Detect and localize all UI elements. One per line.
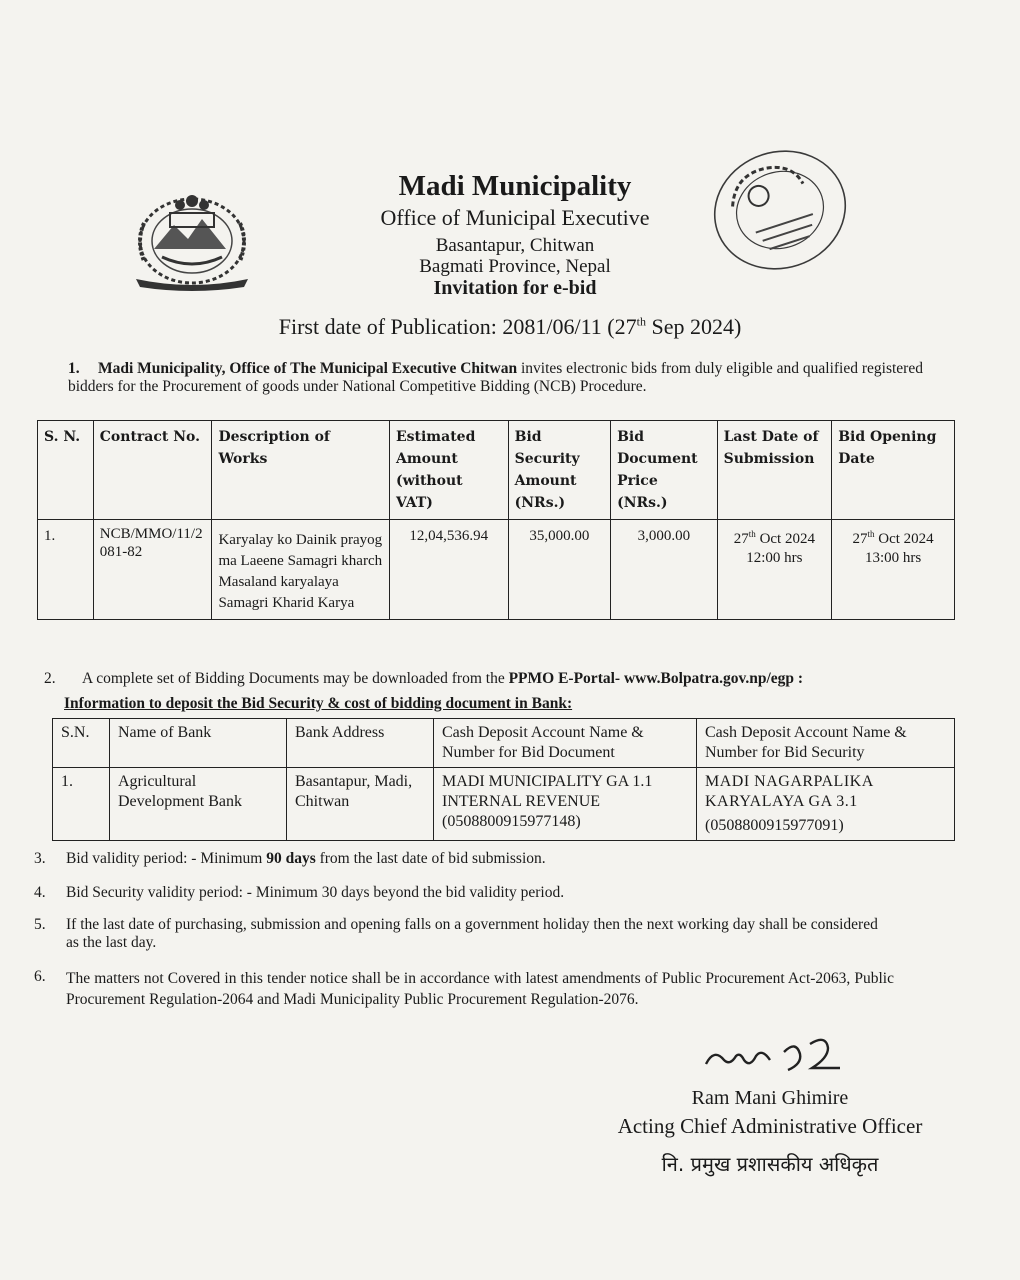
header-cell: Last Date of Submission — [717, 421, 832, 520]
header-cell: Bid Document Price (NRs.) — [611, 421, 718, 520]
last-date-sup: th — [748, 529, 756, 539]
opening-date-time: 13:00 hrs — [864, 550, 922, 566]
last-date-time: 12:00 hrs — [746, 550, 803, 566]
clause-6-text: The matters not Covered in this tender notice shall be in accordance with latest amendments of Public Procurement Act-2063, Public Procurement Regulation-2064 and Madi Municipality Public Procurement Regulation-2076. — [66, 970, 894, 1008]
header-cell: S. N. — [38, 421, 94, 520]
clause-number: 5. — [34, 916, 46, 933]
bid-details-table — [37, 420, 955, 620]
clause-1 — [68, 360, 948, 396]
signatory-block — [600, 1084, 940, 1178]
signatory-name: Ram Mani Ghimire — [691, 1087, 849, 1109]
header-cell: Estimated Amount (without VAT) — [389, 421, 508, 520]
clause-5-text: If the last date of purchasing, submission and opening falls on a government holiday then the next working day shall be considered as the last day. — [66, 916, 878, 951]
publication-date — [0, 314, 1020, 340]
clause-number: 6. — [34, 968, 46, 985]
clause-number: 1. — [68, 360, 80, 377]
header-cell: Cash Deposit Account Name & Number for Bid Security — [697, 719, 955, 768]
clause-2-text: A complete set of Bidding Documents may be downloaded from the — [82, 670, 509, 687]
table-header-row — [53, 719, 955, 768]
opening-date-rest: Oct 2024 — [874, 531, 934, 547]
clause-3-rest: from the last date of bid submission. — [315, 850, 546, 867]
nepal-emblem-logo — [122, 183, 262, 293]
cell-contract-no: NCB/MMO/11/2081-82 — [93, 520, 212, 620]
cell-document-price: 3,000.00 — [611, 520, 718, 620]
last-date-rest: Oct 2024 — [755, 531, 815, 547]
bank-deposit-table — [52, 718, 955, 841]
security-account-name: MADI NAGARPALIKA KARYALAYA GA 3.1 — [705, 773, 873, 810]
opening-date-sup: th — [867, 529, 875, 539]
header-cell: Bid Opening Date — [832, 421, 955, 520]
header-cell: Contract No. — [93, 421, 212, 520]
address-line-1: Basantapur, Chitwan — [435, 235, 595, 256]
portal-link-text: PPMO E-Portal- www.Bolpatra.gov.np/egp : — [508, 670, 804, 687]
header-cell: Cash Deposit Account Name & Number for Bid Document — [434, 719, 697, 768]
last-date-day: 27 — [733, 531, 749, 547]
clause-1-bold: Madi Municipality, Office of The Municipal Executive Chitwan — [98, 360, 518, 377]
opening-date-day: 27 — [852, 531, 868, 547]
clause-4 — [34, 884, 934, 902]
handwritten-signature — [700, 1030, 850, 1085]
publication-date-text: First date of Publication: 2081/06/11 (27 — [278, 314, 637, 339]
cell-estimated-amount: 12,04,536.94 — [389, 520, 508, 620]
table-row — [53, 768, 955, 841]
cell-opening-date — [832, 520, 955, 620]
clause-3 — [34, 850, 934, 868]
clause-3-text: Bid validity period: - Minimum — [66, 850, 267, 867]
clause-2 — [44, 670, 964, 688]
publication-date-sup: th — [636, 314, 646, 329]
cell-last-date — [717, 520, 832, 620]
header-cell: Description of Works — [212, 421, 390, 520]
header-cell: Bank Address — [287, 719, 434, 768]
cell-doc-account: MADI MUNICIPALITY GA 1.1 INTERNAL REVENUE (0508800915977148) — [434, 768, 697, 841]
header-block — [300, 170, 730, 299]
clause-4-text: Bid Security validity period: - Minimum 30 days beyond the bid validity period. — [66, 884, 565, 901]
clause-3-bold: 90 days — [266, 850, 316, 867]
cell-sn: 1. — [38, 520, 94, 620]
cell-bid-security: 35,000.00 — [508, 520, 610, 620]
header-cell: Bid Security Amount (NRs.) — [508, 421, 610, 520]
signatory-title: Acting Chief Administrative Officer — [617, 1114, 923, 1138]
clause-1-text: invites electronic bids from duly eligible and qualified registered bidders for the Procurement of goods under National Competitive Bidding (NCB) Procedure. — [68, 360, 923, 395]
publication-date-suffix: Sep 2024) — [645, 314, 742, 339]
bank-info-heading: Information to deposit the Bid Security & cost of bidding document in Bank: — [64, 695, 573, 712]
clause-number: 2. — [44, 670, 56, 687]
clause-5 — [34, 916, 894, 952]
cell-security-account — [697, 768, 955, 841]
table-row — [38, 520, 955, 620]
cell-bank-name: Agricultural Development Bank — [110, 768, 287, 841]
security-account-number: (0508800915977091) — [705, 817, 844, 834]
municipality-name: Madi Municipality — [398, 170, 632, 202]
header-cell: S.N. — [53, 719, 110, 768]
clause-number: 3. — [34, 850, 46, 867]
cell-bank-address: Basantapur, Madi, Chitwan — [287, 768, 434, 841]
office-name: Office of Municipal Executive — [380, 205, 650, 230]
address-line-2: Bagmati Province, Nepal — [419, 256, 611, 277]
header-cell: Name of Bank — [110, 719, 287, 768]
notice-title: Invitation for e-bid — [433, 277, 597, 299]
signatory-title-nepali: नि. प्रमुख प्रशासकीय अधिकृत — [661, 1152, 879, 1176]
clause-6 — [34, 968, 894, 1010]
clause-number: 4. — [34, 884, 46, 901]
cell-sn: 1. — [53, 768, 110, 841]
table-header-row — [38, 421, 955, 520]
cell-description: Karyalay ko Dainik prayog ma Laeene Samagri kharch Masaland karyalaya Samagri Kharid Karya — [212, 520, 390, 620]
